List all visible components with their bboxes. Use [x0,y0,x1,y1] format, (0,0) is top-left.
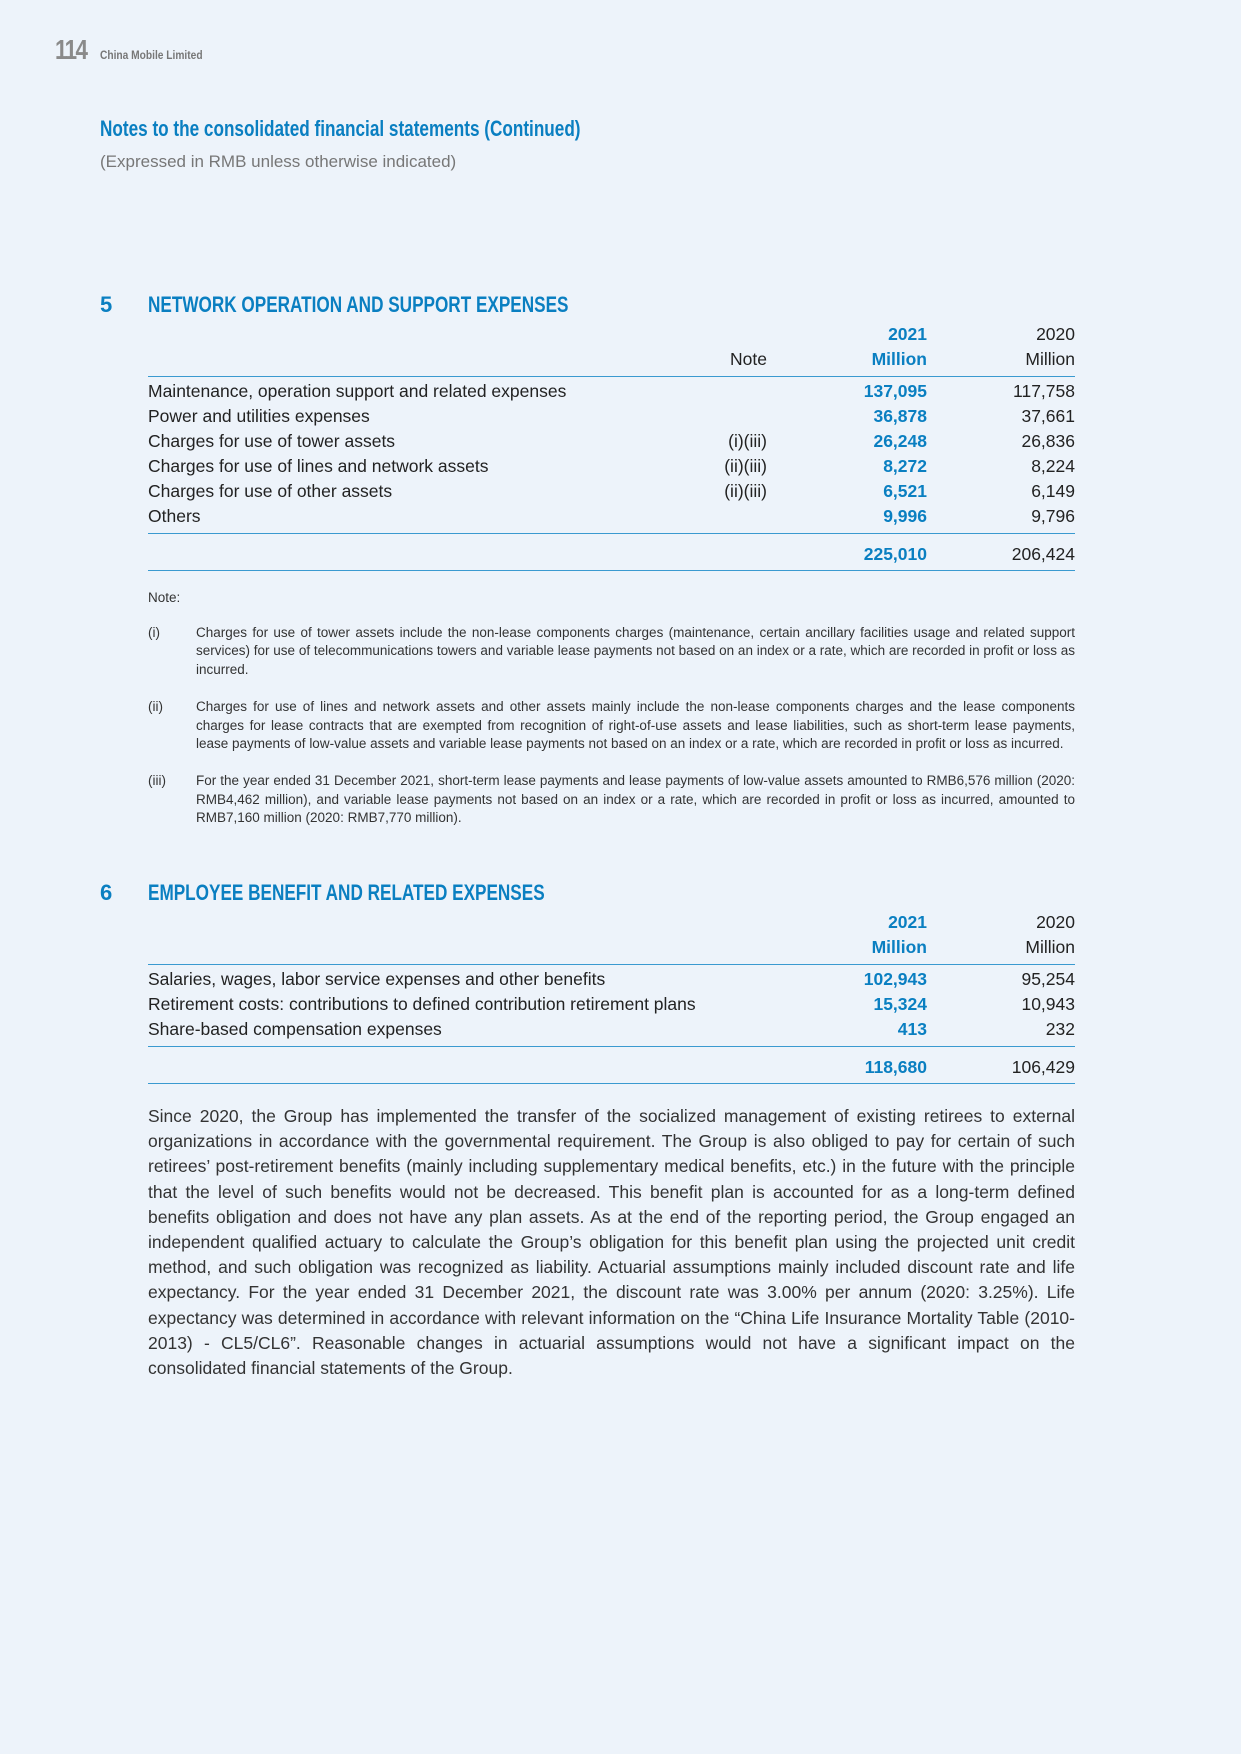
total-2021: 225,010 [863,544,927,564]
table-row [148,1017,1075,1042]
value-2021: 6,521 [883,481,927,501]
section-heading [100,292,1075,322]
value-2021: 413 [897,1019,927,1039]
section-title: EMPLOYEE BENEFIT AND RELATED EXPENSES [148,880,545,905]
total-row [148,542,1075,567]
value-2021: 9,996 [883,506,927,526]
note-text: Charges for use of tower assets include the non-lease components charges (maintenance, certain ancillary facilities usage and related support services) for use of telecommunications towers and variable lease payments not based on an index or a rate, which are recorded in profit or loss as incurred. [196,624,1075,678]
value-2020: 9,796 [1031,506,1075,526]
page-number: 114 [55,34,87,65]
col-note: Note [730,349,767,369]
value-2021: 8,272 [883,456,927,476]
total-row [148,1055,1075,1080]
value-2020: 6,149 [1031,481,1075,501]
header-row [148,347,1075,372]
row-label: Charges for use of tower assets [148,431,396,451]
table-row [148,479,1075,504]
section-number: 6 [100,880,113,905]
value-2021: 102,943 [863,969,927,989]
col-2020-year: 2020 [1036,324,1075,344]
note-item [148,698,1075,754]
note-item [148,772,1075,828]
value-2020: 8,224 [1031,456,1075,476]
page-header [55,34,221,66]
section-heading [100,880,1075,910]
total-2021: 118,680 [864,1057,927,1077]
section-number: 5 [100,292,113,317]
table-row [148,504,1075,529]
value-2021: 137,095 [863,381,927,401]
note-key: (i) [148,624,160,640]
note-text: Charges for use of lines and network assets and other assets mainly include the non-lease components charges and the lease components charges for lease contracts that are exempted from recognition of right-of-use assets and lease liabilities, such as short-term lease payments, lease payments of low-value assets and variable lease payments not based on an index or a rate, which are recorded in profit or loss as incurred. [196,698,1075,752]
row-note: (ii)(iii) [724,456,767,476]
col-2021-unit: Million [871,937,927,957]
table-row [148,379,1075,404]
value-2020: 117,758 [1013,381,1075,401]
value-2020: 95,254 [1021,969,1075,989]
value-2021: 15,324 [873,994,927,1014]
col-2021-year: 2021 [888,324,927,344]
employee-expenses-table [148,910,1075,1084]
col-2020-year: 2020 [1036,912,1075,932]
row-note: (i)(iii) [728,431,767,451]
table-row [148,454,1075,479]
table-row [148,429,1075,454]
section-5 [100,292,1075,846]
row-label: Retirement costs: contributions to defined contribution retirement plans [148,994,696,1014]
total-2020: 206,424 [1011,544,1075,564]
note-text: For the year ended 31 December 2021, short-term lease payments and lease payments of low-value assets amounted to RMB6,576 million (2020: RMB4,462 million), and variable lease payments not based on an index or a rate, which are recorded in profit or loss as incurred, amounted to RMB7,160 million (2020: RMB7,770 million). [196,772,1075,826]
value-2020: 26,836 [1021,431,1075,451]
company-name: China Mobile Limited [100,48,203,62]
header-row [148,322,1075,347]
header-row [148,910,1075,935]
row-label: Others [148,506,201,526]
value-2020: 37,661 [1021,406,1075,426]
row-note: (ii)(iii) [724,481,767,501]
note-key: (iii) [148,772,166,788]
page-title: Notes to the consolidated financial statements (Continued) [100,116,581,141]
notes [148,589,1075,828]
table-row [148,404,1075,429]
row-label: Power and utilities expenses [148,406,370,426]
note-key: (ii) [148,698,163,714]
row-label: Charges for use of lines and network assets [148,456,489,476]
value-2021: 26,248 [873,431,927,451]
section-6 [100,880,1075,1381]
page-subtitle: (Expressed in RMB unless otherwise indicated) [100,152,457,171]
row-label: Salaries, wages, labor service expenses and other benefits [148,969,606,989]
header-row [148,935,1075,960]
note-item [148,624,1075,680]
value-2020: 232 [1045,1019,1075,1039]
value-2021: 36,878 [873,406,927,426]
row-label: Share-based compensation expenses [148,1019,442,1039]
col-2020-unit: Million [1025,349,1075,369]
col-2020-unit: Million [1025,937,1075,957]
network-expenses-table [148,322,1075,571]
total-2020: 106,429 [1011,1057,1075,1077]
table-row [148,992,1075,1017]
table-row [148,967,1075,992]
value-2020: 10,943 [1021,994,1075,1014]
note-label: Note: [148,590,181,605]
row-label: Maintenance, operation support and related expenses [148,381,567,401]
retirement-paragraph: Since 2020, the Group has implemented the transfer of the socialized management of existing retirees to external organizations in accordance with the governmental requirement. The Group is also obliged to pay for certain of such retirees’ post-retirement benefits (mainly including supplementary medical benefits, etc.) in the future with the principle that the level of such benefits would not be decreased. This benefit plan is accounted for as a long-term defined benefits obligation and does not have any plan assets. As at the end of the reporting period, the Group engaged an independent qualified actuary to calculate the Group’s obligation for this benefit plan using the projected unit credit method, and such obligation was recognized as liability. Actuarial assumptions mainly included discount rate and life expectancy. For the year ended 31 December 2021, the discount rate was 3.00% per annum (2020: 3.25%). Life expectancy was determined in accordance with relevant information on the “China Life Insurance Mortality Table (2010-2013) - CL5/CL6”. Reasonable changes in actuarial assumptions would not have a significant impact on the consolidated financial statements of the Group. [148,1106,1075,1379]
col-2021-year: 2021 [888,912,927,932]
col-2021-unit: Million [871,349,927,369]
row-label: Charges for use of other assets [148,481,393,501]
section-title: NETWORK OPERATION AND SUPPORT EXPENSES [148,292,569,317]
